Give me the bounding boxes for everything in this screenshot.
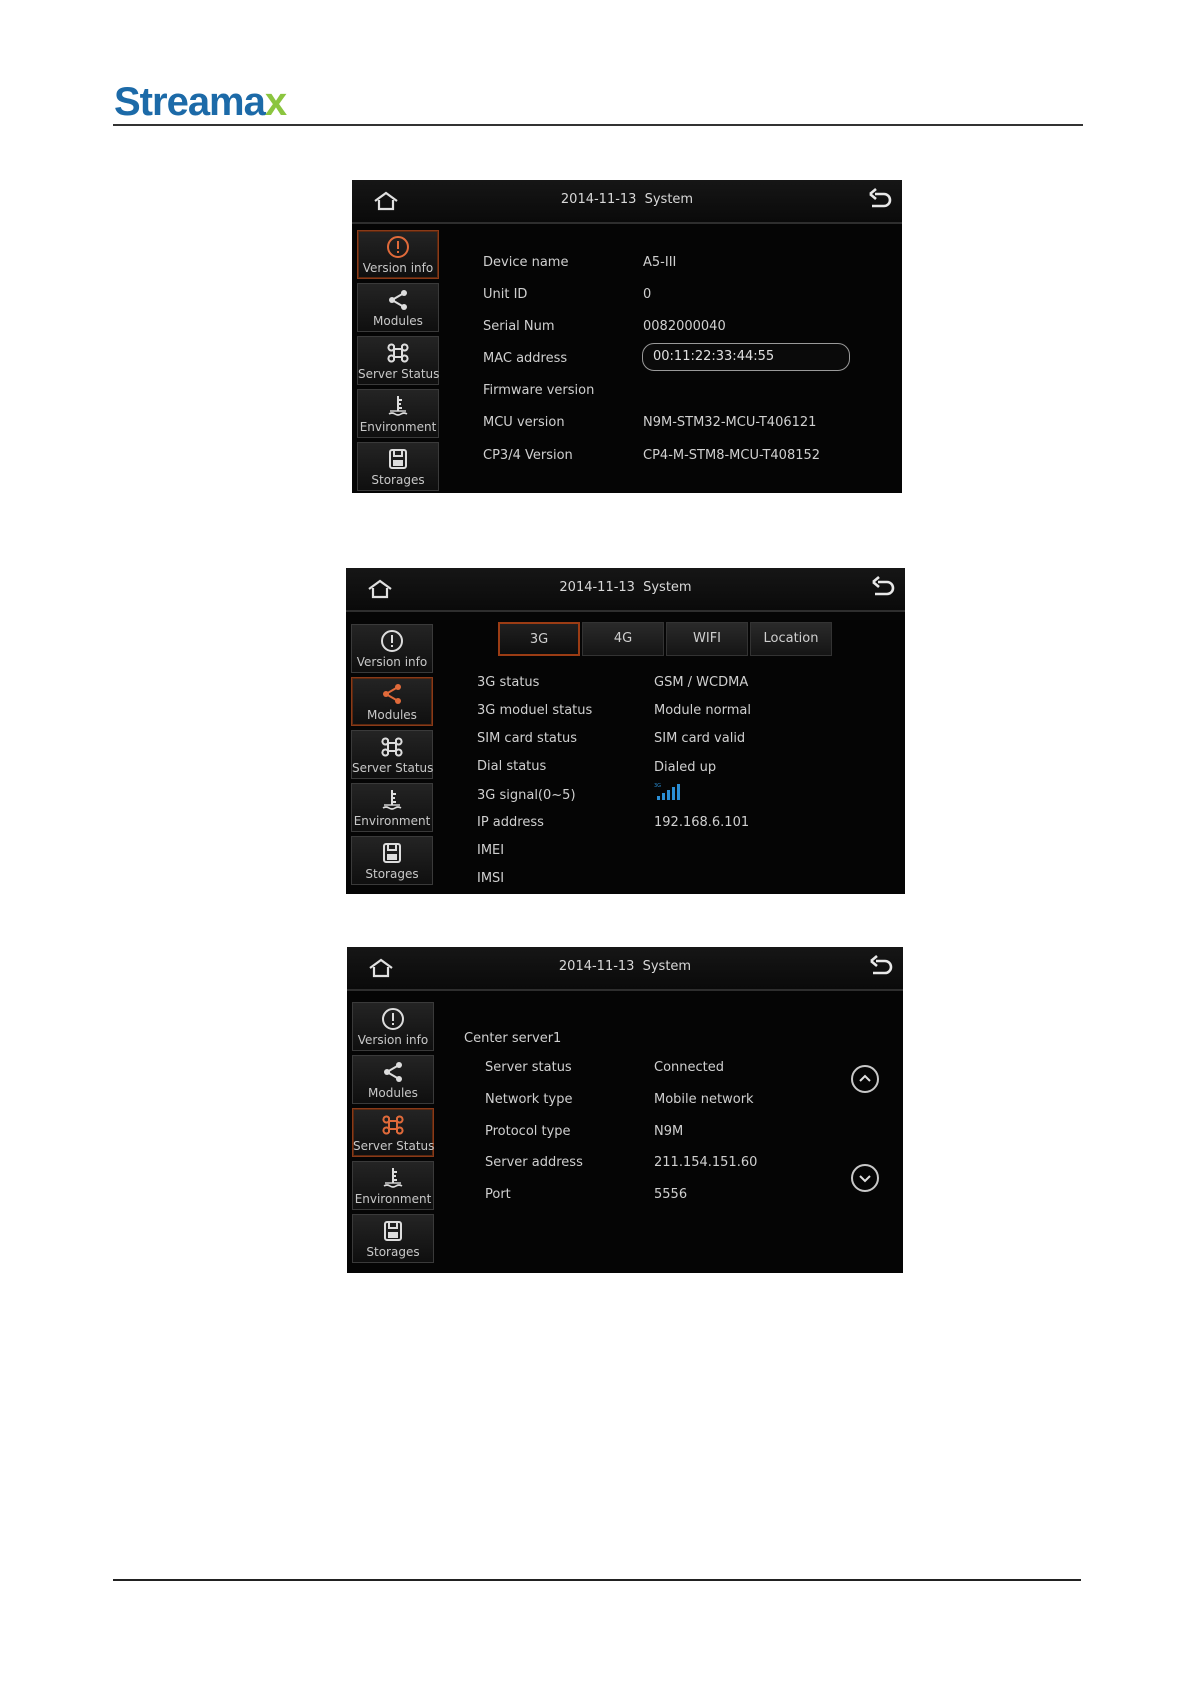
- temperature-icon: [386, 394, 410, 418]
- sidebar-item-modules[interactable]: Modules: [357, 283, 439, 332]
- status-value: SIM card valid: [654, 731, 746, 746]
- header-divider: [113, 124, 1083, 126]
- status-label: 3G status: [477, 675, 540, 690]
- info-label: Unit ID: [483, 287, 528, 302]
- status-label: IP address: [477, 815, 544, 830]
- sidebar-item-version-info[interactable]: Version info: [351, 624, 433, 673]
- sidebar-item-storages[interactable]: Storages: [357, 442, 439, 491]
- info-icon: [381, 1007, 405, 1031]
- info-label: Device name: [483, 255, 569, 270]
- info-icon: [386, 235, 410, 259]
- share-icon: [386, 288, 410, 312]
- sidebar-item-environment[interactable]: Environment: [351, 783, 433, 832]
- system-screen-version-info: [352, 180, 902, 493]
- info-label: Firmware version: [483, 383, 595, 398]
- info-icon: [380, 629, 404, 653]
- status-value: GSM / WCDMA: [654, 675, 749, 690]
- tab-4g[interactable]: 4G: [582, 622, 664, 656]
- info-label: MAC address: [483, 351, 568, 366]
- chevron-up-icon: [857, 1071, 873, 1087]
- mac-address-field[interactable]: 00:11:22:33:44:55: [642, 343, 850, 371]
- server-label: Network type: [485, 1092, 573, 1107]
- status-value: 192.168.6.101: [654, 815, 750, 830]
- save-icon: [381, 1219, 405, 1243]
- info-label: MCU version: [483, 415, 565, 430]
- top-bar: [347, 947, 903, 991]
- server-label: Protocol type: [485, 1124, 571, 1139]
- server-label: Port: [485, 1187, 511, 1202]
- screen-title: 2014-11-13 System: [560, 192, 694, 207]
- tab-wifi[interactable]: WIFI: [666, 622, 748, 656]
- temperature-icon: [380, 788, 404, 812]
- info-value: 0082000040: [643, 319, 726, 334]
- info-label: Serial Num: [483, 319, 555, 334]
- section-title: Center server1: [464, 1031, 562, 1046]
- status-value: Module normal: [654, 703, 751, 718]
- sidebar-item-server-status[interactable]: Server Status: [352, 1108, 434, 1157]
- command-icon: [381, 1113, 405, 1137]
- status-label: 3G signal(0~5): [477, 788, 576, 803]
- scroll-down-button[interactable]: [851, 1164, 879, 1192]
- server-label: Server status: [485, 1060, 572, 1075]
- sidebar-item-storages[interactable]: Storages: [352, 1214, 434, 1263]
- status-label: SIM card status: [477, 731, 577, 746]
- top-bar: [352, 180, 902, 224]
- sidebar-item-storages[interactable]: Storages: [351, 836, 433, 885]
- tab-3g[interactable]: 3G: [498, 622, 580, 656]
- info-label: CP3/4 Version: [483, 448, 573, 463]
- scroll-up-button[interactable]: [851, 1065, 879, 1093]
- sidebar-item-modules[interactable]: Modules: [351, 677, 433, 726]
- screen-title: 2014-11-13 System: [558, 959, 692, 974]
- back-icon[interactable]: [869, 576, 897, 600]
- back-icon[interactable]: [867, 955, 895, 979]
- info-value: CP4-M-STM8-MCU-T408152: [643, 448, 821, 463]
- streamax-logo: Streamax: [114, 80, 287, 124]
- back-icon[interactable]: [866, 188, 894, 212]
- sidebar-item-modules[interactable]: Modules: [352, 1055, 434, 1104]
- info-value: A5-III: [643, 255, 677, 270]
- sidebar-item-version-info[interactable]: Version info: [357, 230, 439, 279]
- sidebar-item-version-info[interactable]: Version info: [352, 1002, 434, 1051]
- temperature-icon: [381, 1166, 405, 1190]
- status-label: IMEI: [477, 843, 505, 858]
- command-icon: [386, 341, 410, 365]
- share-icon: [381, 1060, 405, 1084]
- sidebar-item-server-status[interactable]: Server Status: [351, 730, 433, 779]
- info-value: N9M-STM32-MCU-T406121: [643, 415, 817, 430]
- sidebar-item-environment[interactable]: Environment: [357, 389, 439, 438]
- save-icon: [380, 841, 404, 865]
- system-screen-server-status: [347, 947, 903, 1273]
- status-label: Dial status: [477, 759, 547, 774]
- top-bar: [346, 568, 905, 612]
- status-value: Dialed up: [654, 760, 717, 775]
- sidebar-item-environment[interactable]: Environment: [352, 1161, 434, 1210]
- info-value: 0: [643, 287, 652, 302]
- signal-strength-icon: [654, 782, 680, 800]
- server-value: Mobile network: [654, 1092, 754, 1107]
- chevron-down-icon: [857, 1170, 873, 1186]
- save-icon: [386, 447, 410, 471]
- tab-location[interactable]: Location: [750, 622, 832, 656]
- server-value: N9M: [654, 1124, 684, 1139]
- status-label: IMSI: [477, 871, 505, 886]
- sidebar-item-server-status[interactable]: Server Status: [357, 336, 439, 385]
- system-screen-modules: [346, 568, 905, 894]
- server-label: Server address: [485, 1155, 583, 1170]
- svg-text:3G: 3G: [654, 783, 662, 789]
- server-value: 5556: [654, 1187, 688, 1202]
- server-value: Connected: [654, 1060, 725, 1075]
- server-value: 211.154.151.60: [654, 1155, 758, 1170]
- screen-title: 2014-11-13 System: [559, 580, 692, 595]
- share-icon: [380, 682, 404, 706]
- footer-divider: [113, 1579, 1081, 1581]
- command-icon: [380, 735, 404, 759]
- status-label: 3G moduel status: [477, 703, 593, 718]
